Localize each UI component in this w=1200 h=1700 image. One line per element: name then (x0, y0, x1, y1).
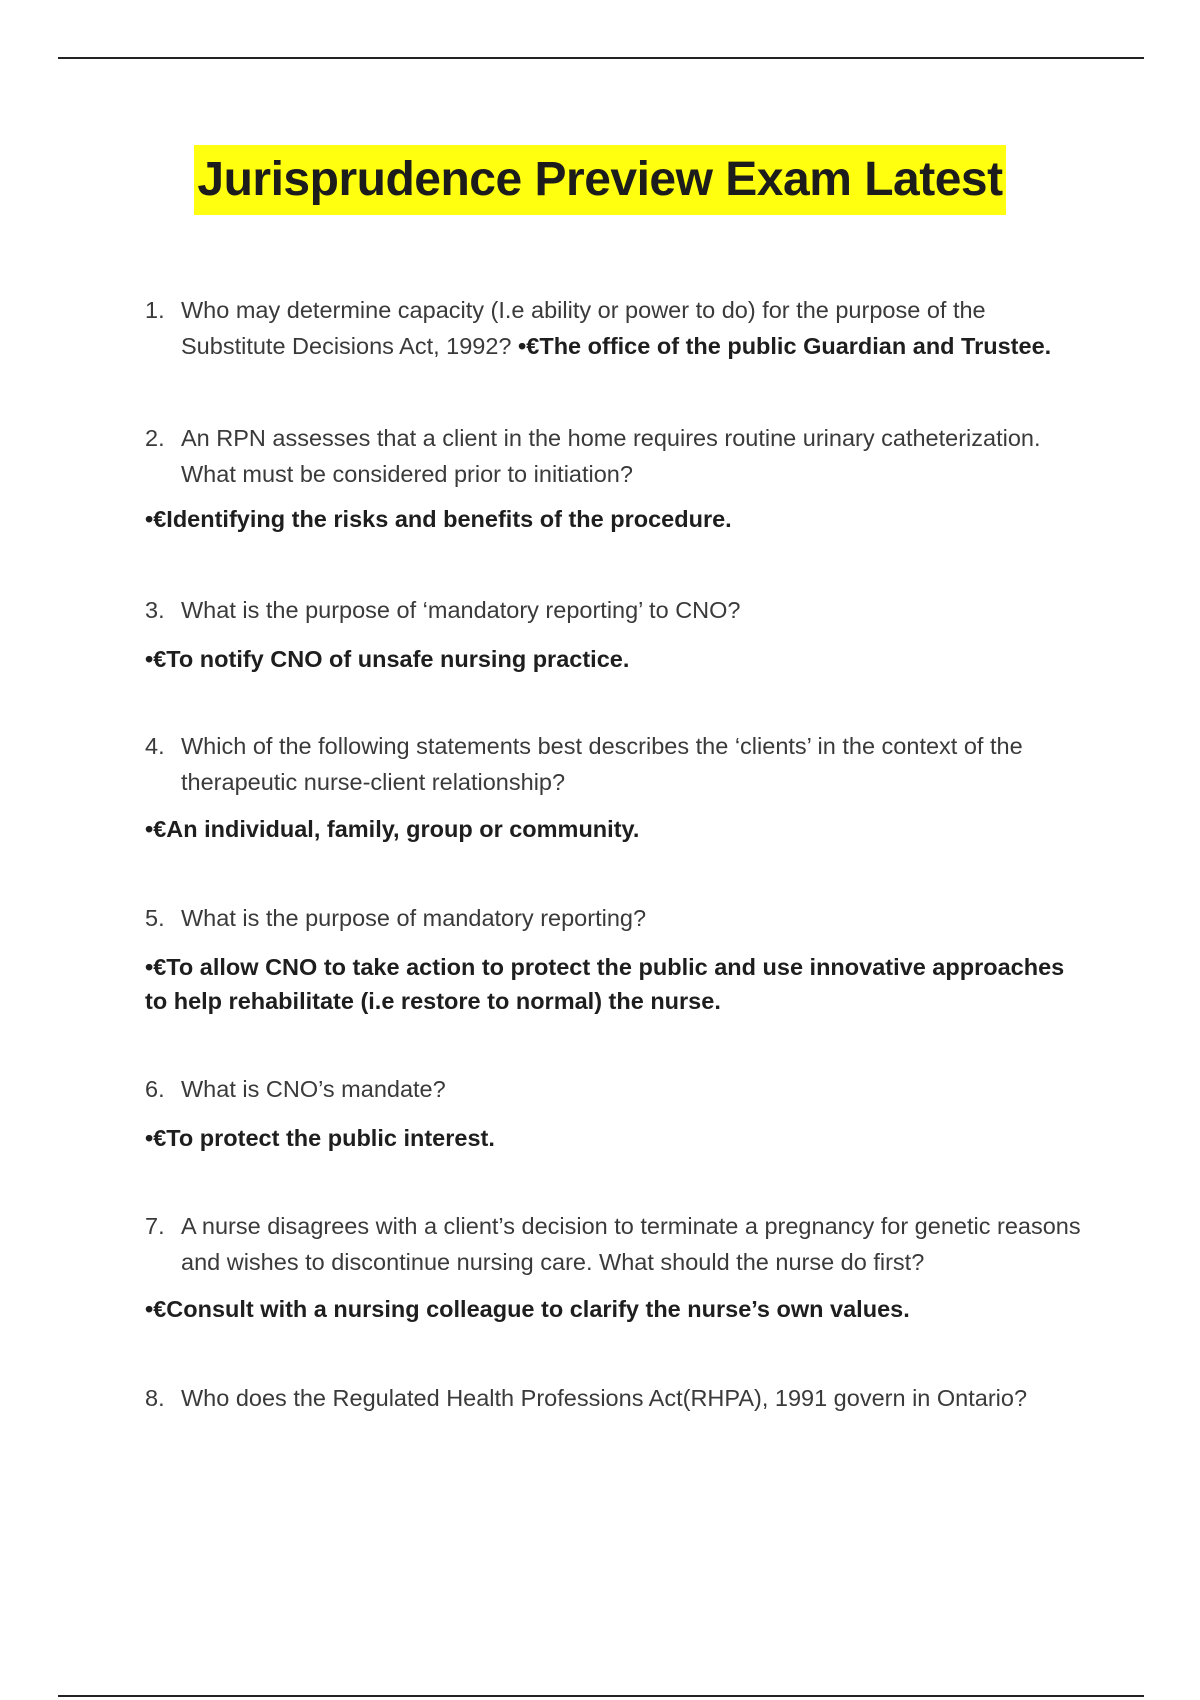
question-text: What is CNO’s mandate? (181, 1076, 446, 1102)
question-number: 1. (145, 297, 165, 323)
answer-text: To allow CNO to take action to protect the public and use innovative approaches to help rehabilitate (i.e restore to normal) the nurse. (145, 954, 1065, 1014)
question-number: 3. (145, 597, 165, 623)
answer-4 (145, 812, 1085, 846)
question-1 (145, 292, 1085, 364)
answer-bullet: •€ (145, 506, 167, 532)
question-number: 2. (145, 425, 165, 451)
answer-7 (145, 1292, 1085, 1326)
answer-bullet: •€ (518, 333, 540, 359)
answer-text: To protect the public interest. (166, 1125, 495, 1151)
question-text: What is the purpose of ‘mandatory reporting’ to CNO? (181, 597, 741, 623)
question-number: 5. (145, 905, 165, 931)
question-6 (145, 1071, 1085, 1107)
bottom-rule (58, 1695, 1144, 1697)
question-text: Which of the following statements best describes the ‘clients’ in the context of the therapeutic nurse-client relationship? (181, 733, 1023, 795)
question-text: Who may determine capacity (I.e ability or power to do) for the purpose of the Substitute Decisions Act, 1992? (181, 297, 986, 359)
answer-3 (145, 642, 1085, 676)
answer-text: Consult with a nursing colleague to clarify the nurse’s own values. (166, 1296, 910, 1322)
answer-6 (145, 1121, 1085, 1155)
question-block-3 (145, 592, 1085, 676)
answer-bullet: •€ (145, 1125, 167, 1151)
question-block-8 (145, 1380, 1085, 1416)
title-container (0, 145, 1200, 215)
answer-text: An individual, family, group or community. (166, 816, 640, 842)
answer-text: The office of the public Guardian and Trustee. (539, 333, 1052, 359)
question-text: Who does the Regulated Health Professions Act(RHPA), 1991 govern in Ontario? (181, 1385, 1028, 1411)
question-block-2 (145, 420, 1085, 536)
question-block-5 (145, 900, 1085, 1018)
question-number: 7. (145, 1213, 165, 1239)
question-2 (145, 420, 1085, 492)
question-5 (145, 900, 1085, 936)
question-number: 4. (145, 733, 165, 759)
answer-text: To notify CNO of unsafe nursing practice. (166, 646, 630, 672)
question-number: 8. (145, 1385, 165, 1411)
answer-2 (145, 502, 1085, 536)
answer-bullet: •€ (145, 1296, 167, 1322)
question-block-6 (145, 1071, 1085, 1155)
question-text: An RPN assesses that a client in the home requires routine urinary catheterization. What must be considered prior to initiation? (181, 425, 1041, 487)
answer-text: Identifying the risks and benefits of the procedure. (166, 506, 732, 532)
question-block-1 (145, 292, 1085, 364)
question-7 (145, 1208, 1085, 1280)
answer-5 (145, 950, 1085, 1018)
answer-bullet: •€ (145, 954, 167, 980)
top-rule (58, 57, 1144, 59)
question-8 (145, 1380, 1085, 1416)
question-text: What is the purpose of mandatory reporting? (181, 905, 647, 931)
page-title: Jurisprudence Preview Exam Latest (194, 145, 1005, 215)
answer-bullet: •€ (145, 816, 167, 842)
question-block-4 (145, 728, 1085, 846)
question-number: 6. (145, 1076, 165, 1102)
question-block-7 (145, 1208, 1085, 1326)
question-4 (145, 728, 1085, 800)
question-3 (145, 592, 1085, 628)
question-text: A nurse disagrees with a client’s decision to terminate a pregnancy for genetic reasons and wishes to discontinue nursing care. What should the nurse do first? (181, 1213, 1081, 1275)
answer-bullet: •€ (145, 646, 167, 672)
